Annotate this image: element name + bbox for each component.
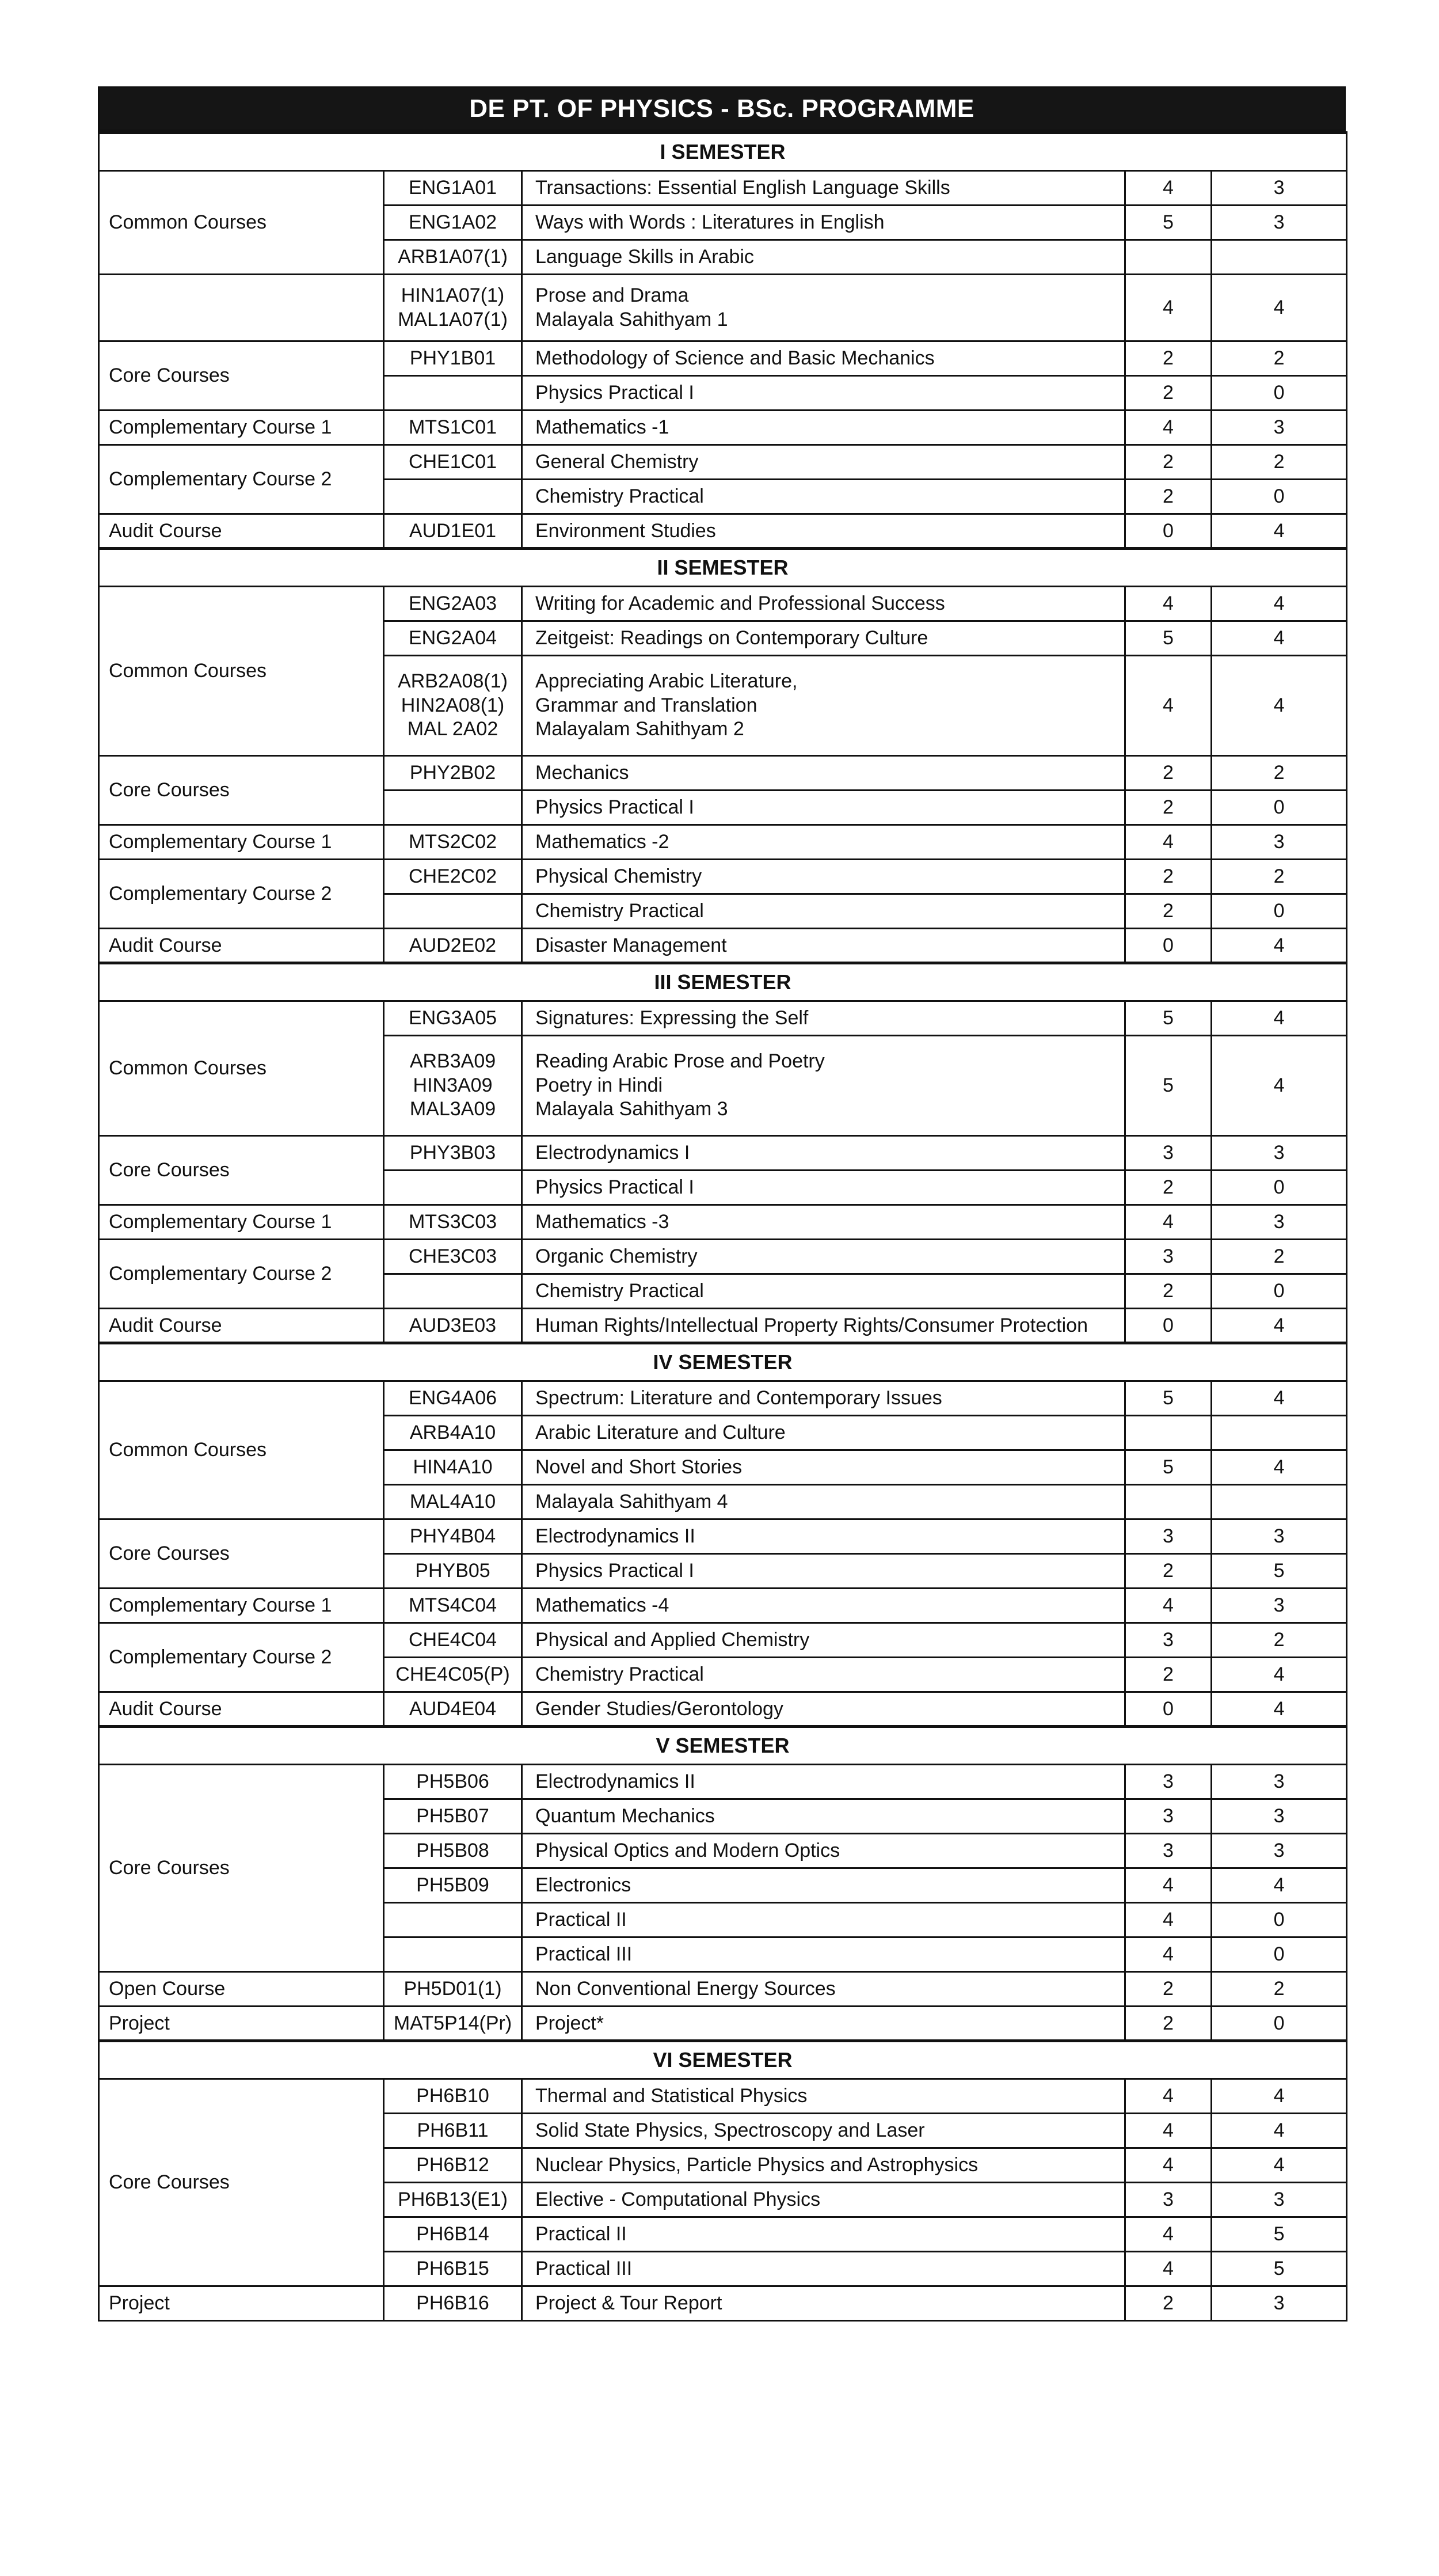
credits-value: 4 bbox=[1212, 587, 1347, 621]
course-code: PH5B06 bbox=[384, 1765, 522, 1799]
credits-value: 3 bbox=[1212, 206, 1347, 240]
credits-value: 3 bbox=[1212, 2183, 1347, 2217]
course-title bbox=[522, 656, 1125, 756]
course-code: PH5B08 bbox=[384, 1834, 522, 1868]
course-code: ARB1A07(1) bbox=[384, 240, 522, 275]
course-title: Electrodynamics II bbox=[522, 1519, 1125, 1554]
credits-value: 4 bbox=[1212, 1309, 1347, 1343]
course-code: MAT5P14(Pr) bbox=[384, 2007, 522, 2041]
semester-header-row bbox=[99, 549, 1347, 587]
course-title: Solid State Physics, Spectroscopy and Laser bbox=[522, 2114, 1125, 2148]
course-title-line: Prose and Drama bbox=[535, 284, 689, 307]
hours-value: 4 bbox=[1125, 1589, 1212, 1623]
credits-value: 3 bbox=[1212, 1589, 1347, 1623]
hours-value: 3 bbox=[1125, 1799, 1212, 1834]
course-code bbox=[384, 1036, 522, 1136]
course-category: Complementary Course 1 bbox=[99, 825, 384, 860]
course-code bbox=[384, 1937, 522, 1972]
table-row bbox=[99, 1589, 1347, 1623]
hours-value: 2 bbox=[1125, 1274, 1212, 1309]
table-row bbox=[99, 825, 1347, 860]
hours-value: 4 bbox=[1125, 1903, 1212, 1937]
course-title-line: Malayalam Sahithyam 2 bbox=[535, 718, 744, 740]
course-title: Electrodynamics II bbox=[522, 1765, 1125, 1799]
credits-value: 2 bbox=[1212, 1240, 1347, 1274]
course-code: CHE3C03 bbox=[384, 1240, 522, 1274]
credits-value: 0 bbox=[1212, 1274, 1347, 1309]
course-title: Chemistry Practical bbox=[522, 894, 1125, 929]
course-code bbox=[384, 1903, 522, 1937]
course-title: Language Skills in Arabic bbox=[522, 240, 1125, 275]
course-category: Audit Course bbox=[99, 1309, 384, 1343]
course-code: PH6B12 bbox=[384, 2148, 522, 2183]
credits-value: 4 bbox=[1212, 1036, 1347, 1136]
course-title bbox=[522, 275, 1125, 341]
course-title: Physical Optics and Modern Optics bbox=[522, 1834, 1125, 1868]
credits-value: 3 bbox=[1212, 1136, 1347, 1171]
semester-title: V SEMESTER bbox=[99, 1727, 1347, 1765]
course-code-line: HIN3A09 bbox=[413, 1074, 493, 1096]
course-title: Practical III bbox=[522, 2252, 1125, 2286]
hours-value: 5 bbox=[1125, 206, 1212, 240]
hours-value: 0 bbox=[1125, 929, 1212, 963]
course-title: Practical II bbox=[522, 1903, 1125, 1937]
course-code: PH6B15 bbox=[384, 2252, 522, 2286]
table-row bbox=[99, 411, 1347, 445]
credits-value: 3 bbox=[1212, 1205, 1347, 1240]
hours-value: 4 bbox=[1125, 411, 1212, 445]
course-category: Open Course bbox=[99, 1972, 384, 2007]
semester-header-row bbox=[99, 133, 1347, 171]
course-title: Electronics bbox=[522, 1868, 1125, 1903]
credits-value: 0 bbox=[1212, 791, 1347, 825]
course-title: Physical and Applied Chemistry bbox=[522, 1623, 1125, 1658]
course-title: Environment Studies bbox=[522, 514, 1125, 549]
table-row bbox=[99, 275, 1347, 341]
course-code: CHE1C01 bbox=[384, 445, 522, 480]
semester-header-row bbox=[99, 1727, 1347, 1765]
hours-value: 2 bbox=[1125, 2286, 1212, 2321]
course-title: Transactions: Essential English Language Skills bbox=[522, 171, 1125, 206]
hours-value: 2 bbox=[1125, 445, 1212, 480]
course-title: Physical Chemistry bbox=[522, 860, 1125, 894]
course-title: Novel and Short Stories bbox=[522, 1450, 1125, 1485]
credits-value: 4 bbox=[1212, 621, 1347, 656]
credits-value: 2 bbox=[1212, 1623, 1347, 1658]
table-row bbox=[99, 1240, 1347, 1274]
credits-value: 0 bbox=[1212, 376, 1347, 411]
course-title: Chemistry Practical bbox=[522, 480, 1125, 514]
course-title: Signatures: Expressing the Self bbox=[522, 1001, 1125, 1036]
course-title: Thermal and Statistical Physics bbox=[522, 2079, 1125, 2114]
credits-value: 4 bbox=[1212, 1658, 1347, 1692]
table-row bbox=[99, 929, 1347, 963]
hours-value bbox=[1125, 240, 1212, 275]
course-title: General Chemistry bbox=[522, 445, 1125, 480]
hours-value: 4 bbox=[1125, 587, 1212, 621]
programme-document bbox=[98, 86, 1346, 2322]
course-category: Complementary Course 1 bbox=[99, 411, 384, 445]
hours-value: 4 bbox=[1125, 825, 1212, 860]
course-title: Gender Studies/Gerontology bbox=[522, 1692, 1125, 1727]
semester-header-row bbox=[99, 963, 1347, 1001]
course-title: Non Conventional Energy Sources bbox=[522, 1972, 1125, 2007]
course-code bbox=[384, 376, 522, 411]
hours-value: 2 bbox=[1125, 1554, 1212, 1589]
course-category: Complementary Course 2 bbox=[99, 1623, 384, 1692]
hours-value: 5 bbox=[1125, 621, 1212, 656]
hours-value: 2 bbox=[1125, 860, 1212, 894]
course-title: Human Rights/Intellectual Property Rights/Consumer Protection bbox=[522, 1309, 1125, 1343]
course-code: CHE4C05(P) bbox=[384, 1658, 522, 1692]
hours-value: 3 bbox=[1125, 1834, 1212, 1868]
table-row bbox=[99, 756, 1347, 791]
credits-value: 0 bbox=[1212, 894, 1347, 929]
course-category: Common Courses bbox=[99, 587, 384, 756]
course-code: PH6B14 bbox=[384, 2217, 522, 2252]
course-code bbox=[384, 275, 522, 341]
course-title-line: Malayala Sahithyam 1 bbox=[535, 308, 728, 330]
course-code: PH6B13(E1) bbox=[384, 2183, 522, 2217]
course-code: PH6B16 bbox=[384, 2286, 522, 2321]
course-category: Audit Course bbox=[99, 1692, 384, 1727]
credits-value: 4 bbox=[1212, 1868, 1347, 1903]
course-code: ENG4A06 bbox=[384, 1381, 522, 1416]
course-category: Complementary Course 2 bbox=[99, 445, 384, 514]
credits-value: 3 bbox=[1212, 1799, 1347, 1834]
hours-value bbox=[1125, 1485, 1212, 1519]
table-row bbox=[99, 341, 1347, 376]
hours-value: 3 bbox=[1125, 2183, 1212, 2217]
credits-value: 0 bbox=[1212, 2007, 1347, 2041]
course-code: CHE4C04 bbox=[384, 1623, 522, 1658]
course-code: CHE2C02 bbox=[384, 860, 522, 894]
course-title bbox=[522, 1036, 1125, 1136]
course-title: Project & Tour Report bbox=[522, 2286, 1125, 2321]
course-code: PH5B07 bbox=[384, 1799, 522, 1834]
course-code: MTS1C01 bbox=[384, 411, 522, 445]
course-title: Project* bbox=[522, 2007, 1125, 2041]
course-title: Mathematics -4 bbox=[522, 1589, 1125, 1623]
hours-value: 3 bbox=[1125, 1519, 1212, 1554]
hours-value: 0 bbox=[1125, 514, 1212, 549]
course-category: Core Courses bbox=[99, 1519, 384, 1589]
course-code-line: MAL 2A02 bbox=[407, 718, 498, 740]
course-title: Ways with Words : Literatures in English bbox=[522, 206, 1125, 240]
credits-value: 4 bbox=[1212, 1450, 1347, 1485]
credits-value: 4 bbox=[1212, 929, 1347, 963]
semester-title: II SEMESTER bbox=[99, 549, 1347, 587]
course-code: PHY1B01 bbox=[384, 341, 522, 376]
hours-value: 2 bbox=[1125, 756, 1212, 791]
hours-value: 4 bbox=[1125, 656, 1212, 756]
table-row bbox=[99, 171, 1347, 206]
credits-value: 0 bbox=[1212, 1937, 1347, 1972]
hours-value bbox=[1125, 1416, 1212, 1450]
course-title-line: Malayala Sahithyam 3 bbox=[535, 1098, 728, 1120]
table-row bbox=[99, 587, 1347, 621]
hours-value: 4 bbox=[1125, 1868, 1212, 1903]
course-category: Audit Course bbox=[99, 514, 384, 549]
course-title: Practical III bbox=[522, 1937, 1125, 1972]
hours-value: 4 bbox=[1125, 2114, 1212, 2148]
course-code: PH6B11 bbox=[384, 2114, 522, 2148]
course-title: Mathematics -1 bbox=[522, 411, 1125, 445]
course-code: MTS4C04 bbox=[384, 1589, 522, 1623]
course-code: ARB4A10 bbox=[384, 1416, 522, 1450]
course-code: PH5D01(1) bbox=[384, 1972, 522, 2007]
semester-header-row bbox=[99, 2041, 1347, 2079]
table-row bbox=[99, 1692, 1347, 1727]
course-code: HIN4A10 bbox=[384, 1450, 522, 1485]
course-title-line: Reading Arabic Prose and Poetry bbox=[535, 1050, 825, 1073]
hours-value: 3 bbox=[1125, 1136, 1212, 1171]
course-code-line: HIN2A08(1) bbox=[401, 694, 505, 716]
hours-value: 2 bbox=[1125, 2007, 1212, 2041]
credits-value: 3 bbox=[1212, 825, 1347, 860]
hours-value: 5 bbox=[1125, 1001, 1212, 1036]
credits-value: 2 bbox=[1212, 341, 1347, 376]
hours-value: 4 bbox=[1125, 2217, 1212, 2252]
course-title: Mechanics bbox=[522, 756, 1125, 791]
credits-value: 3 bbox=[1212, 2286, 1347, 2321]
course-code: AUD4E04 bbox=[384, 1692, 522, 1727]
course-title: Zeitgeist: Readings on Contemporary Culture bbox=[522, 621, 1125, 656]
credits-value: 4 bbox=[1212, 656, 1347, 756]
hours-value: 2 bbox=[1125, 791, 1212, 825]
course-title: Physics Practical I bbox=[522, 791, 1125, 825]
table-row bbox=[99, 1765, 1347, 1799]
hours-value: 2 bbox=[1125, 341, 1212, 376]
course-code: PHY3B03 bbox=[384, 1136, 522, 1171]
credits-value: 5 bbox=[1212, 2252, 1347, 2286]
course-code: AUD1E01 bbox=[384, 514, 522, 549]
course-title: Methodology of Science and Basic Mechanics bbox=[522, 341, 1125, 376]
course-title: Quantum Mechanics bbox=[522, 1799, 1125, 1834]
course-title-line: Poetry in Hindi bbox=[535, 1074, 663, 1096]
course-category: Common Courses bbox=[99, 1381, 384, 1519]
hours-value: 4 bbox=[1125, 275, 1212, 341]
credits-value: 4 bbox=[1212, 2079, 1347, 2114]
course-code: ENG3A05 bbox=[384, 1001, 522, 1036]
course-code: ENG1A02 bbox=[384, 206, 522, 240]
course-code: MTS3C03 bbox=[384, 1205, 522, 1240]
semester-header-row bbox=[99, 1343, 1347, 1381]
course-title: Physics Practical I bbox=[522, 1554, 1125, 1589]
credits-value: 3 bbox=[1212, 171, 1347, 206]
hours-value: 3 bbox=[1125, 1240, 1212, 1274]
course-category: Complementary Course 2 bbox=[99, 860, 384, 929]
hours-value: 2 bbox=[1125, 1972, 1212, 2007]
credits-value bbox=[1212, 1485, 1347, 1519]
course-code-line: MAL1A07(1) bbox=[398, 308, 508, 330]
table-row bbox=[99, 1309, 1347, 1343]
course-category: Complementary Course 1 bbox=[99, 1589, 384, 1623]
table-row bbox=[99, 2286, 1347, 2321]
course-title-line: Appreciating Arabic Literature, bbox=[535, 670, 798, 693]
table-row bbox=[99, 1136, 1347, 1171]
hours-value: 5 bbox=[1125, 1381, 1212, 1416]
course-title: Spectrum: Literature and Contemporary Issues bbox=[522, 1381, 1125, 1416]
course-code: ENG2A03 bbox=[384, 587, 522, 621]
course-title: Chemistry Practical bbox=[522, 1658, 1125, 1692]
table-row bbox=[99, 1205, 1347, 1240]
course-code bbox=[384, 894, 522, 929]
course-title: Mathematics -2 bbox=[522, 825, 1125, 860]
semester-title: III SEMESTER bbox=[99, 963, 1347, 1001]
course-code: PHYB05 bbox=[384, 1554, 522, 1589]
table-row bbox=[99, 2007, 1347, 2041]
course-title: Malayala Sahithyam 4 bbox=[522, 1485, 1125, 1519]
table-row bbox=[99, 1519, 1347, 1554]
course-title: Physics Practical I bbox=[522, 376, 1125, 411]
hours-value: 2 bbox=[1125, 894, 1212, 929]
course-code-line: ARB3A09 bbox=[409, 1050, 496, 1073]
semester-title: VI SEMESTER bbox=[99, 2041, 1347, 2079]
table-row bbox=[99, 1972, 1347, 2007]
course-title: Elective - Computational Physics bbox=[522, 2183, 1125, 2217]
course-title: Disaster Management bbox=[522, 929, 1125, 963]
table-row bbox=[99, 1001, 1347, 1036]
table-row bbox=[99, 1623, 1347, 1658]
credits-value: 5 bbox=[1212, 1554, 1347, 1589]
course-title: Nuclear Physics, Particle Physics and Astrophysics bbox=[522, 2148, 1125, 2183]
course-category: Core Courses bbox=[99, 1136, 384, 1205]
hours-value: 2 bbox=[1125, 1171, 1212, 1205]
course-category: Common Courses bbox=[99, 171, 384, 275]
credits-value bbox=[1212, 1416, 1347, 1450]
credits-value: 2 bbox=[1212, 860, 1347, 894]
hours-value: 2 bbox=[1125, 1658, 1212, 1692]
credits-value: 3 bbox=[1212, 1834, 1347, 1868]
course-code: PH6B10 bbox=[384, 2079, 522, 2114]
hours-value: 3 bbox=[1125, 1623, 1212, 1658]
hours-value: 2 bbox=[1125, 376, 1212, 411]
credits-value: 2 bbox=[1212, 1972, 1347, 2007]
course-category: Core Courses bbox=[99, 756, 384, 825]
credits-value: 0 bbox=[1212, 480, 1347, 514]
credits-value: 4 bbox=[1212, 1381, 1347, 1416]
hours-value: 4 bbox=[1125, 171, 1212, 206]
course-title-line: Grammar and Translation bbox=[535, 694, 757, 716]
hours-value: 0 bbox=[1125, 1309, 1212, 1343]
credits-value: 0 bbox=[1212, 1903, 1347, 1937]
course-code: MAL4A10 bbox=[384, 1485, 522, 1519]
course-category: Audit Course bbox=[99, 929, 384, 963]
course-table bbox=[98, 131, 1347, 2322]
course-code: PH5B09 bbox=[384, 1868, 522, 1903]
course-code bbox=[384, 1171, 522, 1205]
course-category: Complementary Course 1 bbox=[99, 1205, 384, 1240]
course-code-line: ARB2A08(1) bbox=[398, 670, 508, 693]
course-category: Core Courses bbox=[99, 1765, 384, 1972]
course-code: PHY2B02 bbox=[384, 756, 522, 791]
course-category: Core Courses bbox=[99, 2079, 384, 2286]
hours-value: 4 bbox=[1125, 2148, 1212, 2183]
hours-value: 0 bbox=[1125, 1692, 1212, 1727]
table-row bbox=[99, 2079, 1347, 2114]
credits-value: 4 bbox=[1212, 1692, 1347, 1727]
credits-value: 0 bbox=[1212, 1171, 1347, 1205]
course-title: Physics Practical I bbox=[522, 1171, 1125, 1205]
course-code bbox=[384, 1274, 522, 1309]
course-code: ENG2A04 bbox=[384, 621, 522, 656]
credits-value: 4 bbox=[1212, 2148, 1347, 2183]
table-row bbox=[99, 1381, 1347, 1416]
course-code: AUD2E02 bbox=[384, 929, 522, 963]
table-row bbox=[99, 514, 1347, 549]
page-title: DE PT. OF PHYSICS - BSc. PROGRAMME bbox=[98, 86, 1346, 131]
course-title: Mathematics -3 bbox=[522, 1205, 1125, 1240]
credits-value: 4 bbox=[1212, 514, 1347, 549]
course-code: PHY4B04 bbox=[384, 1519, 522, 1554]
course-category: Project bbox=[99, 2007, 384, 2041]
hours-value: 5 bbox=[1125, 1450, 1212, 1485]
hours-value: 2 bbox=[1125, 480, 1212, 514]
course-category: Project bbox=[99, 2286, 384, 2321]
hours-value: 4 bbox=[1125, 1205, 1212, 1240]
credits-value: 3 bbox=[1212, 1519, 1347, 1554]
credits-value bbox=[1212, 240, 1347, 275]
course-category: Core Courses bbox=[99, 341, 384, 411]
credits-value: 4 bbox=[1212, 275, 1347, 341]
course-code-line: MAL3A09 bbox=[409, 1098, 496, 1120]
credits-value: 4 bbox=[1212, 2114, 1347, 2148]
course-title: Organic Chemistry bbox=[522, 1240, 1125, 1274]
hours-value: 3 bbox=[1125, 1765, 1212, 1799]
course-category: Common Courses bbox=[99, 1001, 384, 1136]
semester-title: I SEMESTER bbox=[99, 133, 1347, 171]
hours-value: 4 bbox=[1125, 2079, 1212, 2114]
course-code: MTS2C02 bbox=[384, 825, 522, 860]
course-title: Chemistry Practical bbox=[522, 1274, 1125, 1309]
course-code-line: HIN1A07(1) bbox=[401, 284, 505, 307]
credits-value: 4 bbox=[1212, 1001, 1347, 1036]
credits-value: 3 bbox=[1212, 1765, 1347, 1799]
hours-value: 5 bbox=[1125, 1036, 1212, 1136]
table-row bbox=[99, 445, 1347, 480]
course-title: Arabic Literature and Culture bbox=[522, 1416, 1125, 1450]
credits-value: 5 bbox=[1212, 2217, 1347, 2252]
course-title: Electrodynamics I bbox=[522, 1136, 1125, 1171]
course-title: Practical II bbox=[522, 2217, 1125, 2252]
hours-value: 4 bbox=[1125, 1937, 1212, 1972]
credits-value: 2 bbox=[1212, 445, 1347, 480]
course-category: Complementary Course 2 bbox=[99, 1240, 384, 1309]
course-code: AUD3E03 bbox=[384, 1309, 522, 1343]
course-code bbox=[384, 791, 522, 825]
course-code bbox=[384, 480, 522, 514]
course-code bbox=[384, 656, 522, 756]
course-code: ENG1A01 bbox=[384, 171, 522, 206]
credits-value: 2 bbox=[1212, 756, 1347, 791]
hours-value: 4 bbox=[1125, 2252, 1212, 2286]
table-row bbox=[99, 860, 1347, 894]
credits-value: 3 bbox=[1212, 411, 1347, 445]
course-title: Writing for Academic and Professional Success bbox=[522, 587, 1125, 621]
semester-title: IV SEMESTER bbox=[99, 1343, 1347, 1381]
course-category bbox=[99, 275, 384, 341]
